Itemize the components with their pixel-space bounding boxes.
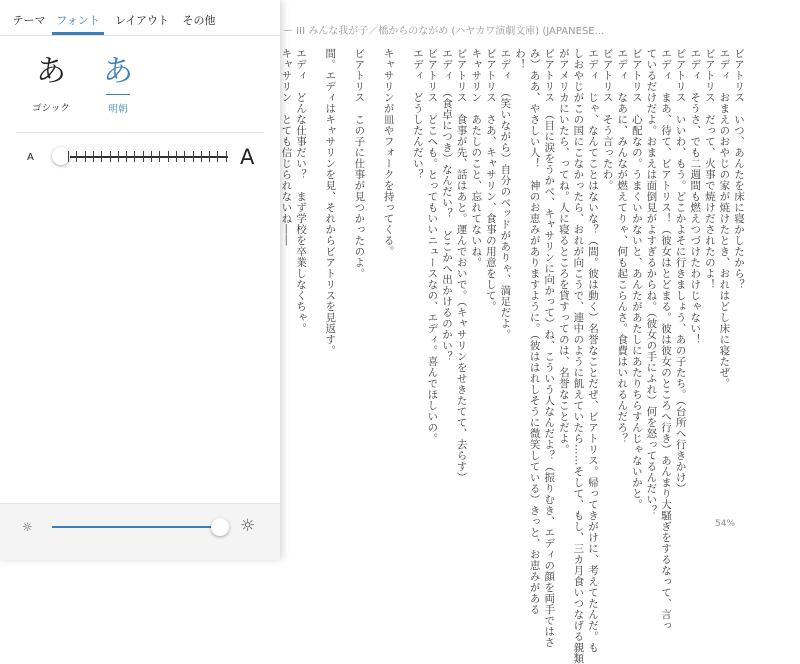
text-column: エディ なあに、みんなが燃えてりゃ、何も起こらんさ。食費はいれるんだろ？ xyxy=(616,48,629,444)
size-tick xyxy=(176,151,177,162)
text-column: わ！ xyxy=(514,48,526,70)
sun-large-icon: ☼ xyxy=(240,516,256,536)
settings-panel xyxy=(0,0,280,559)
size-tick xyxy=(76,151,77,162)
size-tick xyxy=(143,151,144,162)
text-column: ビアトリス だって、火事で焼けだされたのよ！ xyxy=(703,48,716,290)
size-tick xyxy=(226,151,227,162)
text-column: しおやじがこの国にこなかったら、おれが向こうで、連中のように飢えていたら……そして、もし、三カ月食いつなげる親類 xyxy=(572,48,585,664)
size-tick xyxy=(110,151,111,162)
text-column: ビアトリス いいわ、もう。どこかよそに行きましょう、あの子たち。（台所へ行きかけ） xyxy=(674,48,687,494)
size-tick xyxy=(101,151,102,162)
font-option-mincho[interactable] xyxy=(83,50,153,115)
book-title: ー III みんな我が子／橋からのながめ (ハヤカワ演劇文庫) (JAPANESE... xyxy=(283,26,605,37)
text-column: キャサリンが皿やフォークを持ってくる。 xyxy=(382,48,395,257)
font-glyph-mincho: あ xyxy=(103,54,133,89)
text-column: エディ どうしたんだい？ xyxy=(411,48,424,180)
text-column: み）ああ、やさしい人！ 神のお恵みがありますように。（彼ははれしそうに微笑している）きっと、お恵みがある xyxy=(528,48,541,615)
font-size-small-label: A xyxy=(27,152,34,163)
brightness-bar xyxy=(0,503,280,560)
tabs-divider xyxy=(0,35,280,36)
size-tick xyxy=(68,151,69,162)
size-tick xyxy=(118,151,119,162)
text-column: ビアトリス この子に仕事が見つかったのよ。 xyxy=(353,48,366,279)
font-size-large-label: A xyxy=(240,145,255,169)
brightness-knob[interactable] xyxy=(211,518,229,536)
text-column: ビアトリス さあ、キャサリン、食事の用意をして。 xyxy=(484,48,497,312)
text-column xyxy=(367,48,381,508)
font-label-gothic: ゴシック xyxy=(32,103,70,114)
text-column: ているだけだよ。おまえは面倒見がよすぎるからね。（彼女の手にふれ）何を怒ってるんだい？ xyxy=(645,48,658,516)
text-column: 間。エディはキャサリンを見、それからビアトリスを見返す。 xyxy=(324,48,337,356)
brightness-slider[interactable] xyxy=(52,516,230,538)
size-tick xyxy=(201,151,202,162)
text-column: ビアトリス 心配なの。うまくいかないと、あんたがあたしにあたりちらすんじゃないかと。 xyxy=(630,48,643,510)
size-tick xyxy=(159,151,160,162)
text-column: ビアトリス （目に涙をうかべ、キャサリンに向かって）ね、こういう人なんだよ？（振りむき、エディの顔を両手ではさ xyxy=(543,48,556,648)
tab-font[interactable]: フォント xyxy=(56,14,100,27)
progress-percent: 54% xyxy=(715,519,736,529)
text-column: エディ （食卓につき）なんだい？ どこかへ出かけるのかい？ xyxy=(441,48,453,362)
text-column: キャサリン あたしのこと、忘れてないね。 xyxy=(470,48,483,268)
section-divider xyxy=(16,132,264,133)
font-glyph-gothic: あ xyxy=(36,54,66,89)
tab-other[interactable]: その他 xyxy=(182,14,216,27)
font-option-gothic[interactable] xyxy=(16,50,86,114)
text-column xyxy=(396,48,410,508)
size-tick xyxy=(184,151,185,162)
selected-font-underline xyxy=(106,94,130,95)
size-tick xyxy=(93,151,94,162)
text-column: ビアトリス 食事が先、話はあと。運んでおいで。（キャサリンをせきたてて、去らす） xyxy=(455,48,468,483)
settings-tabs xyxy=(0,0,280,36)
text-column xyxy=(309,48,323,508)
size-tick xyxy=(134,151,135,162)
size-tick xyxy=(168,151,169,162)
sun-small-icon: ☼ xyxy=(22,520,33,534)
font-size-slider[interactable] xyxy=(52,146,230,168)
text-column: エディ どんな仕事だい？ まず学校を卒業しなくちゃ。 xyxy=(295,48,307,334)
size-tick xyxy=(217,151,218,162)
text-column: エディ そうさ、でも二週間も燃えつづけたわけじゃない！ xyxy=(689,48,702,345)
text-column: エディ （笑いながら）自分のベッドがありゃ、満足だよ。 xyxy=(499,48,512,340)
text-column: エディ おまえのおやじの家が焼けたとき、おれはどし床に寝たぜ。 xyxy=(718,48,731,389)
text-column: がアメリカにいたら、ってね。人に寝るところを貸すってのは、名誉なことだよ。 xyxy=(557,48,570,455)
tab-theme[interactable]: テーマ xyxy=(12,14,46,27)
text-column: エディ じゃ、なんてことはないな？（間。彼は動く）名誉なことだぜ、ビアトリス。帰ってきがけに、考えてたんだ。も xyxy=(587,48,599,653)
brightness-track xyxy=(52,526,219,528)
text-column: ビアトリス いつ、あんたを床に寝かしたから？ xyxy=(733,48,745,290)
size-tick xyxy=(151,151,152,162)
font-label-mincho: 明朝 xyxy=(108,104,128,115)
text-column: キャサリン とても信じられないね―― xyxy=(280,48,293,246)
font-size-track xyxy=(62,156,228,158)
text-column: エディ まあ、待て、ビアトリス！（彼女はとどまる。彼は彼女のところへ行き）あんまり大騒ぎをするなって、言っ xyxy=(660,48,672,631)
text-column: ビアトリス そう言ったわ。 xyxy=(601,48,614,191)
size-tick xyxy=(126,151,127,162)
size-tick xyxy=(193,151,194,162)
size-tick xyxy=(209,151,210,162)
text-column: ビアトリス どこへも。とってもいいニュースなの、エディ。喜んでほしいの。 xyxy=(426,48,439,444)
tab-layout[interactable]: レイアウト xyxy=(114,14,170,27)
text-column xyxy=(338,48,352,508)
size-tick xyxy=(85,151,86,162)
